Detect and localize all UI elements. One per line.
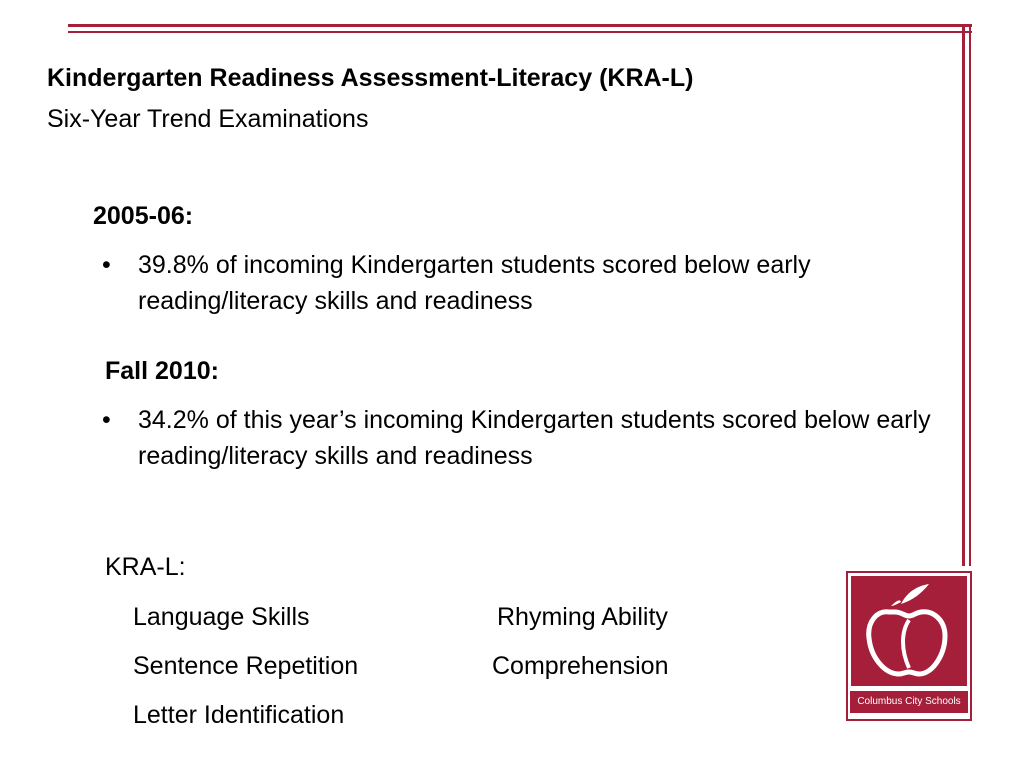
- top-border-rule-thin: [68, 31, 972, 33]
- kra-item-letter-identification: Letter Identification: [133, 701, 345, 729]
- logo-emblem: [851, 576, 967, 686]
- bullet-dot-icon: •: [102, 406, 111, 434]
- bullet-text: 39.8% of incoming Kindergarten students scored below early reading/literacy skills and readiness: [138, 251, 811, 315]
- right-border-rule-thin: [969, 24, 971, 566]
- kra-item-language-skills: Language Skills: [133, 603, 310, 631]
- bullet-dot-icon: •: [102, 251, 111, 279]
- top-border-rule: [68, 24, 972, 27]
- kra-item-sentence-repetition: Sentence Repetition: [133, 652, 359, 680]
- apple-logo-icon: [851, 576, 967, 686]
- kra-item-comprehension: Comprehension: [492, 652, 669, 680]
- section-heading-2010: Fall 2010:: [105, 357, 219, 385]
- section-heading-2005: 2005-06:: [93, 202, 194, 230]
- bullet-2010: [102, 402, 940, 474]
- kra-heading: KRA-L:: [105, 553, 186, 581]
- slide-title: Kindergarten Readiness Assessment-Literacy (KRA-L): [47, 64, 694, 92]
- columbus-city-schools-logo: [846, 571, 972, 721]
- right-border-rule: [962, 24, 965, 566]
- logo-caption: Columbus City Schools: [850, 691, 968, 713]
- kra-item-rhyming-ability: Rhyming Ability: [497, 603, 668, 631]
- slide-subtitle: Six-Year Trend Examinations: [47, 105, 369, 133]
- bullet-text: 34.2% of this year’s incoming Kindergarten students scored below early reading/literacy skills and readiness: [138, 406, 931, 470]
- bullet-2005: [102, 247, 910, 319]
